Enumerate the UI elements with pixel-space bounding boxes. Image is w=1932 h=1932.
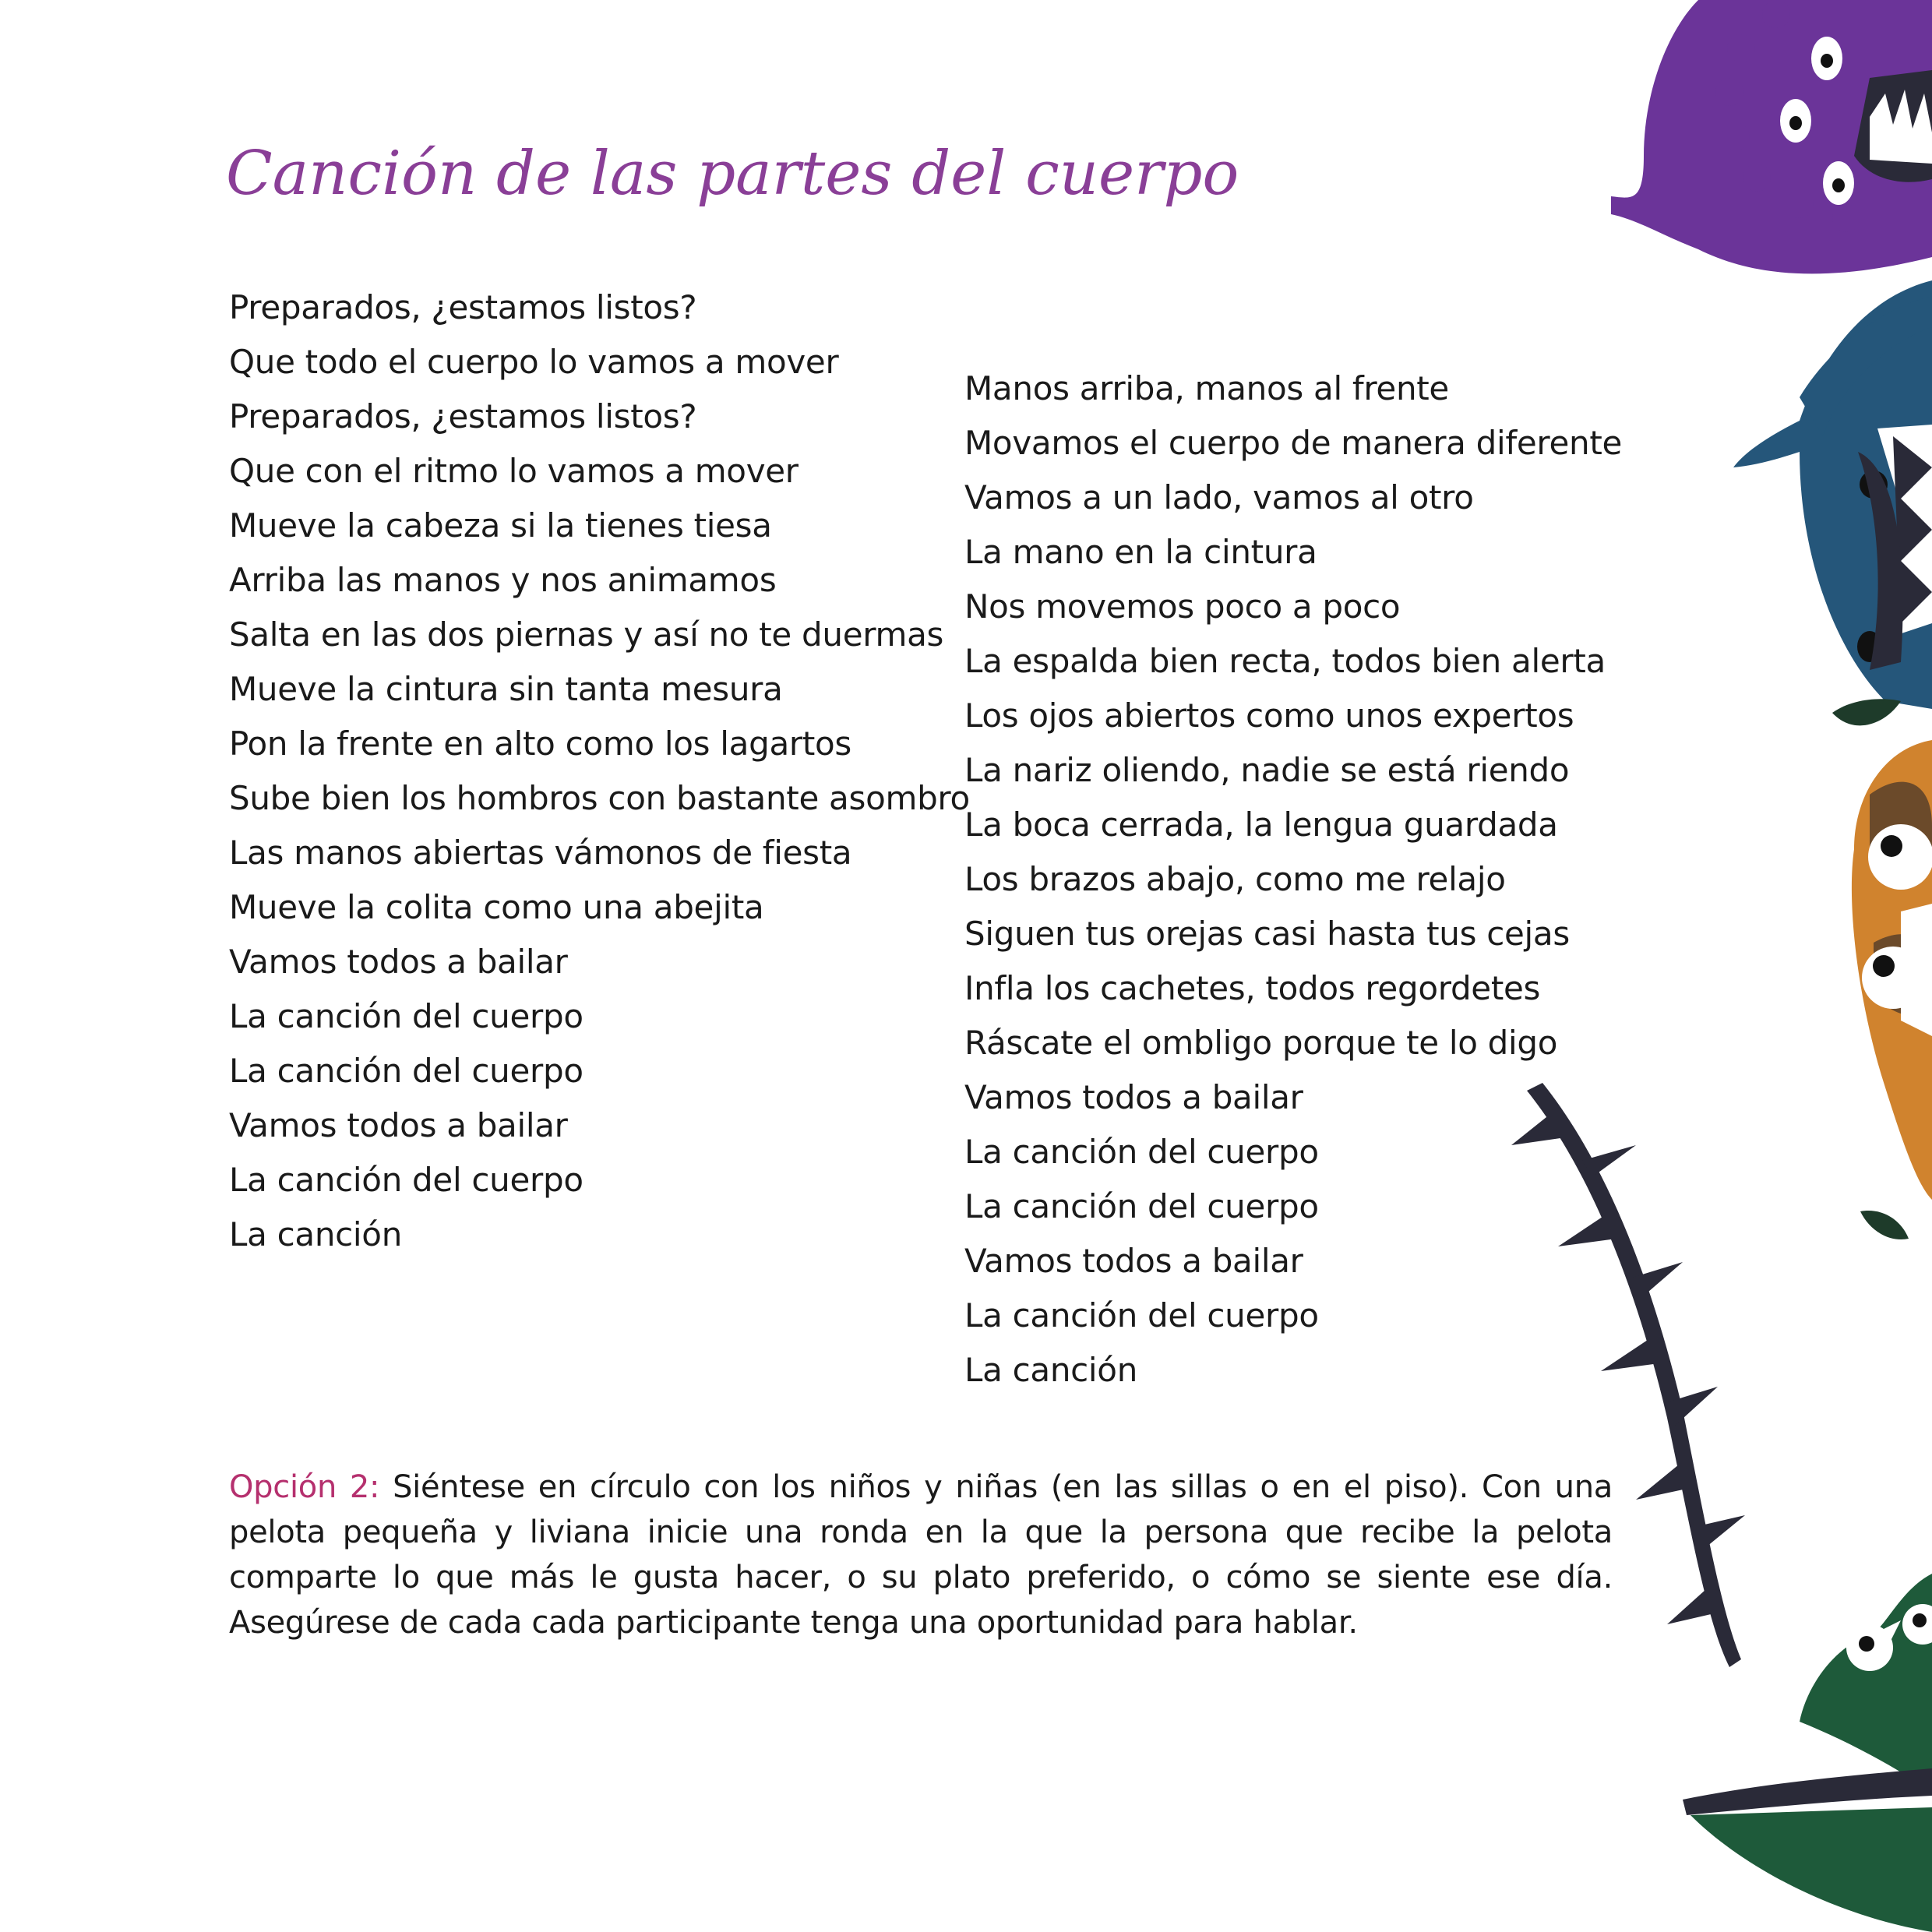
- lyric-line: Ráscate el ombligo porque te lo digo: [964, 1024, 1558, 1062]
- option-text: Siéntese en círculo con los niños y niñas (en las sillas o en el piso). Con una pelota pequeña y liviana inicie una ronda en la que la persona que recibe la pelota comparte lo que más le gusta hacer, o su plato preferido, o cómo se siente ese día. Asegúrese de cada cada participante tenga una oportunidad para hablar.: [229, 1469, 1613, 1641]
- lyric-line: Nos movemos poco a poco: [964, 587, 1401, 626]
- lyric-line: Movamos el cuerpo de manera diferente: [964, 424, 1623, 462]
- lyric-line: La nariz oliendo, nadie se está riendo: [964, 751, 1570, 789]
- lyric-line: Los brazos abajo, como me relajo: [964, 860, 1506, 898]
- lyric-line: Preparados, ¿estamos listos?: [229, 397, 697, 435]
- lyric-line: La mano en la cintura: [964, 533, 1317, 571]
- lyric-line: Los ojos abiertos como unos expertos: [964, 696, 1574, 735]
- lyric-line: La canción del cuerpo: [229, 1161, 583, 1199]
- song-lyrics-left-column: [229, 280, 970, 1262]
- lyric-line: Vamos a un lado, vamos al otro: [964, 478, 1474, 516]
- lyric-line: Vamos todos a bailar: [229, 943, 568, 981]
- lyric-line: Vamos todos a bailar: [229, 1106, 568, 1144]
- lyric-line: Las manos abiertas vámonos de fiesta: [229, 834, 852, 872]
- lyric-line: Manos arriba, manos al frente: [964, 369, 1449, 407]
- lyric-line: Que todo el cuerpo lo vamos a mover: [229, 343, 839, 381]
- lyric-line: La canción del cuerpo: [964, 1187, 1319, 1225]
- leaf-icon: [1832, 699, 1901, 725]
- lyric-line: La canción del cuerpo: [964, 1296, 1319, 1334]
- blue-monster: [1733, 280, 1932, 709]
- lyric-line: Sube bien los hombros con bastante asombro: [229, 779, 970, 817]
- lyric-line: La canción: [229, 1215, 403, 1253]
- lyric-line: Infla los cachetes, todos regordetes: [964, 969, 1541, 1007]
- leaf-icon: [1860, 1211, 1909, 1239]
- lyric-line: La canción: [964, 1351, 1138, 1389]
- lyric-line: Mueve la colita como una abejita: [229, 888, 764, 926]
- lyric-line: La canción del cuerpo: [964, 1133, 1319, 1171]
- orange-monster: [1852, 740, 1932, 1200]
- lyric-line: Que con el ritmo lo vamos a mover: [229, 452, 799, 490]
- lyric-line: La canción del cuerpo: [229, 997, 583, 1035]
- monsters-illustration: [1433, 0, 1932, 1932]
- lyric-line: La boca cerrada, la lengua guardada: [964, 806, 1558, 844]
- lyric-line: Vamos todos a bailar: [964, 1242, 1303, 1280]
- lyric-line: Salta en las dos piernas y así no te duermas: [229, 615, 944, 654]
- lyric-line: Mueve la cintura sin tanta mesura: [229, 670, 783, 708]
- lyric-line: Mueve la cabeza si la tienes tiesa: [229, 506, 772, 545]
- option-paragraph: [229, 1465, 1613, 1645]
- lyric-line: Preparados, ¿estamos listos?: [229, 288, 697, 326]
- lyric-line: Vamos todos a bailar: [964, 1078, 1303, 1116]
- thorny-branch: [1511, 1083, 1745, 1667]
- lyric-line: Siguen tus orejas casi hasta tus cejas: [964, 915, 1570, 953]
- option-label: Opción 2:: [229, 1469, 380, 1505]
- purple-monster: [1611, 0, 1932, 273]
- lyric-line: Arriba las manos y nos animamos: [229, 561, 777, 599]
- lyric-line: La canción del cuerpo: [229, 1052, 583, 1090]
- lyric-line: La espalda bien recta, todos bien alerta: [964, 642, 1606, 680]
- page-title: Canción de las partes del cuerpo: [226, 139, 1239, 209]
- lyric-line: Pon la frente en alto como los lagartos: [229, 724, 851, 763]
